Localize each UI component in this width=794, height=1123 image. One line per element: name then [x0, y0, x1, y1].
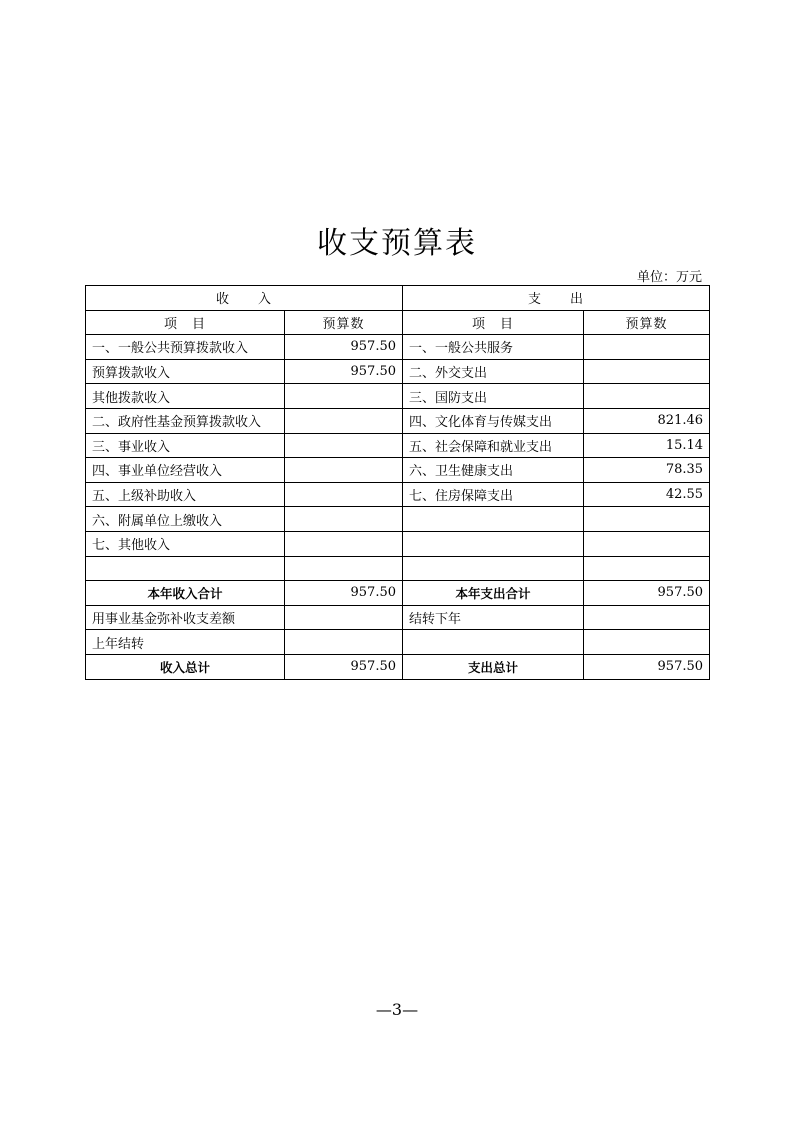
table-row — [86, 531, 710, 556]
table-row-empty — [86, 556, 710, 581]
income-value — [285, 507, 403, 532]
table-row — [86, 335, 710, 360]
income-value — [285, 531, 403, 556]
income-value — [285, 384, 403, 409]
budget-table — [85, 285, 710, 680]
expense-value: 78.35 — [584, 458, 710, 483]
income-item: 三、事业收入 — [86, 433, 285, 458]
expense-value — [584, 556, 710, 581]
table-row — [86, 433, 710, 458]
expense-value — [584, 359, 710, 384]
page-title: 收支预算表 — [317, 226, 477, 261]
expense-item: 一、一般公共服务 — [403, 335, 584, 360]
unit-label: 单位：万元 — [636, 270, 702, 285]
table-row — [86, 507, 710, 532]
table-row — [86, 458, 710, 483]
expense-value — [584, 630, 710, 655]
income-budget-header: 预算数 — [285, 310, 403, 335]
income-value — [285, 482, 403, 507]
year-income-total-value: 957.50 — [285, 581, 403, 606]
expense-item — [403, 556, 584, 581]
expense-budget-header: 预算数 — [584, 310, 710, 335]
income-header: 收 入 — [86, 286, 403, 311]
expense-item: 四、文化体育与传媒支出 — [403, 408, 584, 433]
income-value — [285, 433, 403, 458]
income-item: 七、其他收入 — [86, 531, 285, 556]
expense-value — [584, 605, 710, 630]
section-header-row — [86, 286, 710, 311]
year-total-row — [86, 581, 710, 606]
expense-value — [584, 531, 710, 556]
expense-item: 二、外交支出 — [403, 359, 584, 384]
expense-item: 三、国防支出 — [403, 384, 584, 409]
expense-item-header: 项 目 — [403, 310, 584, 335]
expense-item: 结转下年 — [403, 605, 584, 630]
grand-total-row — [86, 654, 710, 679]
table-row — [86, 605, 710, 630]
income-item: 六、附属单位上缴收入 — [86, 507, 285, 532]
income-item-header: 项 目 — [86, 310, 285, 335]
income-item: 五、上级补助收入 — [86, 482, 285, 507]
income-value — [285, 556, 403, 581]
income-value — [285, 408, 403, 433]
expense-value — [584, 335, 710, 360]
expense-item: 五、社会保障和就业支出 — [403, 433, 584, 458]
income-value: 957.50 — [285, 359, 403, 384]
table-row — [86, 408, 710, 433]
expense-value — [584, 507, 710, 532]
income-item: 上年结转 — [86, 630, 285, 655]
income-value: 957.50 — [285, 335, 403, 360]
income-value — [285, 630, 403, 655]
page-number: —3— — [375, 1000, 419, 1019]
expense-value: 15.14 — [584, 433, 710, 458]
expense-value: 821.46 — [584, 408, 710, 433]
income-item: 四、事业单位经营收入 — [86, 458, 285, 483]
income-item — [86, 556, 285, 581]
income-item: 一、一般公共预算拨款收入 — [86, 335, 285, 360]
expense-item — [403, 507, 584, 532]
income-item: 二、政府性基金预算拨款收入 — [86, 408, 285, 433]
table-row — [86, 359, 710, 384]
table-row — [86, 384, 710, 409]
year-expense-total-value: 957.50 — [584, 581, 710, 606]
income-value — [285, 605, 403, 630]
expense-item: 七、住房保障支出 — [403, 482, 584, 507]
expense-item — [403, 531, 584, 556]
income-grand-total-value: 957.50 — [285, 654, 403, 679]
expense-grand-total-value: 957.50 — [584, 654, 710, 679]
year-income-total-label: 本年收入合计 — [86, 581, 285, 606]
income-value — [285, 458, 403, 483]
expense-value: 42.55 — [584, 482, 710, 507]
table-row — [86, 482, 710, 507]
income-item: 预算拨款收入 — [86, 359, 285, 384]
income-item: 用事业基金弥补收支差额 — [86, 605, 285, 630]
income-item: 其他拨款收入 — [86, 384, 285, 409]
expense-item: 六、卫生健康支出 — [403, 458, 584, 483]
column-header-row — [86, 310, 710, 335]
expense-grand-total-label: 支出总计 — [403, 654, 584, 679]
income-grand-total-label: 收入总计 — [86, 654, 285, 679]
year-expense-total-label: 本年支出合计 — [403, 581, 584, 606]
expense-value — [584, 384, 710, 409]
expense-header: 支 出 — [403, 286, 710, 311]
table-row — [86, 630, 710, 655]
expense-item — [403, 630, 584, 655]
